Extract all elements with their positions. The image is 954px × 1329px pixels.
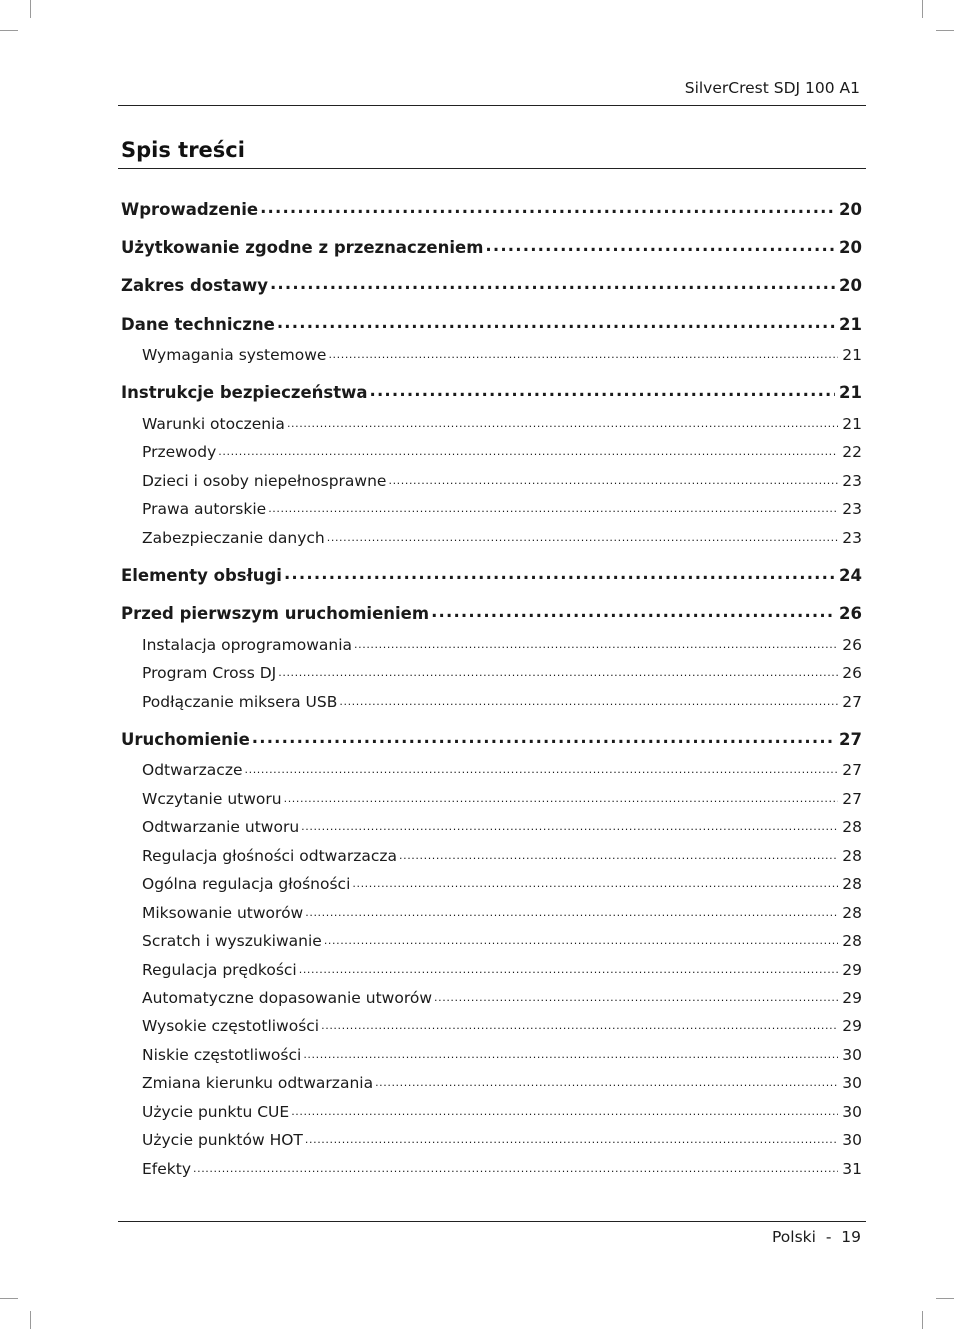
- toc-entry-page: 29: [842, 989, 862, 1007]
- toc-entry-page: 28: [842, 932, 862, 950]
- toc-entry-label: Automatyczne dopasowanie utworów: [142, 989, 433, 1007]
- toc-entry[interactable]: [121, 273, 862, 295]
- toc-entry[interactable]: [121, 843, 862, 865]
- toc-entry-label: Podłączanie miksera USB: [142, 693, 338, 711]
- toc-entry-page: 30: [842, 1131, 862, 1149]
- toc-dot-leader: [431, 601, 835, 623]
- toc-entry-page: 26: [839, 604, 862, 623]
- toc-entry[interactable]: [121, 1127, 862, 1149]
- toc-dot-leader: [370, 380, 836, 402]
- toc-entry-page: 21: [842, 346, 862, 364]
- page-footer: [772, 1228, 861, 1246]
- toc-entry-label: Przewody: [142, 443, 217, 461]
- toc-entry-label: Elementy obsługi: [121, 566, 282, 585]
- footer-separator: -: [825, 1228, 832, 1246]
- toc-entry-label: Uruchomienie: [121, 730, 250, 749]
- toc-entry-label: Wysokie częstotliwości: [142, 1017, 320, 1035]
- toc-entry-label: Odtwarzacze: [142, 761, 243, 779]
- toc-dot-leader: [485, 235, 835, 257]
- title-rule: [118, 168, 866, 169]
- toc-entry[interactable]: [121, 235, 862, 257]
- toc-dot-leader: [324, 928, 838, 950]
- toc-entry[interactable]: [121, 1070, 862, 1092]
- toc-entry-label: Efekty: [142, 1160, 192, 1178]
- toc-entry-label: Warunki otoczenia: [142, 415, 285, 433]
- toc-entry-page: 20: [839, 238, 862, 257]
- toc-entry[interactable]: [121, 957, 862, 979]
- toc-entry-label: Użycie punktu CUE: [142, 1103, 290, 1121]
- toc-dot-leader: [354, 632, 838, 654]
- toc-entry[interactable]: [121, 660, 862, 682]
- toc-entry[interactable]: [121, 197, 862, 219]
- toc-entry-page: 20: [839, 200, 862, 219]
- toc-entry[interactable]: [121, 468, 862, 490]
- toc-entry-page: 30: [842, 1103, 862, 1121]
- toc-dot-leader: [339, 689, 838, 711]
- toc-entry-label: Regulacja głośności odtwarzacza: [142, 847, 398, 865]
- toc-entry-label: Miksowanie utworów: [142, 904, 304, 922]
- crop-mark: [0, 1298, 18, 1299]
- toc-dot-leader: [278, 660, 838, 682]
- toc-entry-page: 21: [839, 383, 862, 402]
- footer-rule: [118, 1221, 866, 1222]
- toc-dot-leader: [277, 312, 835, 334]
- toc-entry[interactable]: [121, 601, 862, 623]
- toc-entry-label: Prawa autorskie: [142, 500, 267, 518]
- toc-entry[interactable]: [121, 439, 862, 461]
- toc-entry-page: 28: [842, 818, 862, 836]
- toc-entry-page: 27: [842, 693, 862, 711]
- toc-entry-label: Użytkowanie zgodne z przeznaczeniem: [121, 238, 484, 257]
- toc-entry-label: Instalacja oprogramowania: [142, 636, 353, 654]
- toc-entry[interactable]: [121, 563, 862, 585]
- toc-entry[interactable]: [121, 1156, 862, 1178]
- toc-dot-leader: [284, 563, 835, 585]
- toc-entry-page: 23: [842, 472, 862, 490]
- toc-entry-page: 28: [842, 847, 862, 865]
- toc-entry[interactable]: [121, 312, 862, 334]
- toc-entry[interactable]: [121, 525, 862, 547]
- toc-entry-page: 20: [839, 276, 862, 295]
- crop-mark: [30, 1311, 31, 1329]
- toc-entry[interactable]: [121, 727, 862, 749]
- crop-mark: [936, 30, 954, 31]
- toc-dot-leader: [375, 1070, 838, 1092]
- toc-entry[interactable]: [121, 985, 862, 1007]
- toc-entry[interactable]: [121, 900, 862, 922]
- toc-entry-page: 26: [842, 636, 862, 654]
- toc-entry-page: 27: [842, 761, 862, 779]
- toc-dot-leader: [321, 1013, 838, 1035]
- toc-entry[interactable]: [121, 871, 862, 893]
- toc-entry-label: Zakres dostawy: [121, 276, 268, 295]
- toc-entry-label: Odtwarzanie utworu: [142, 818, 300, 836]
- toc-entry-label: Niskie częstotliwości: [142, 1046, 302, 1064]
- crop-mark: [922, 1311, 923, 1329]
- toc-entry-page: 21: [839, 315, 862, 334]
- toc-entry-page: 22: [842, 443, 862, 461]
- toc-entry-page: 29: [842, 1017, 862, 1035]
- crop-mark: [0, 30, 18, 31]
- toc-entry-page: 27: [842, 790, 862, 808]
- toc-entry-page: 23: [842, 529, 862, 547]
- toc-entry-page: 21: [842, 415, 862, 433]
- toc-entry-page: 23: [842, 500, 862, 518]
- toc-entry[interactable]: [121, 928, 862, 950]
- page-title: Spis treści: [121, 138, 245, 162]
- toc-dot-leader: [305, 900, 838, 922]
- header-rule: [118, 105, 866, 106]
- toc-entry-page: 26: [842, 664, 862, 682]
- toc-entry-label: Użycie punktów HOT: [142, 1131, 303, 1149]
- toc-dot-leader: [260, 197, 835, 219]
- toc-entry[interactable]: [121, 1099, 862, 1121]
- toc-dot-leader: [303, 1042, 838, 1064]
- toc-dot-leader: [291, 1099, 838, 1121]
- toc-entry-page: 29: [842, 961, 862, 979]
- toc-entry-label: Wprowadzenie: [121, 200, 259, 219]
- toc-entry[interactable]: [121, 342, 862, 364]
- toc-entry-label: Zabezpieczanie danych: [142, 529, 325, 547]
- toc-entry[interactable]: [121, 496, 862, 518]
- toc-dot-leader: [388, 468, 838, 490]
- toc-entry-label: Wymagania systemowe: [142, 346, 327, 364]
- toc-entry-page: 30: [842, 1046, 862, 1064]
- footer-page-number: 19: [841, 1228, 861, 1246]
- toc-dot-leader: [287, 411, 838, 433]
- toc-entry[interactable]: [121, 1013, 862, 1035]
- toc-dot-leader: [352, 871, 838, 893]
- toc-dot-leader: [218, 439, 838, 461]
- toc-dot-leader: [270, 273, 835, 295]
- toc-entry[interactable]: [121, 380, 862, 402]
- toc-entry-page: 27: [839, 730, 862, 749]
- toc-dot-leader: [327, 525, 839, 547]
- toc-entry-page: 31: [842, 1160, 862, 1178]
- toc-entry-label: Dzieci i osoby niepełnosprawne: [142, 472, 387, 490]
- toc-dot-leader: [268, 496, 838, 518]
- crop-mark: [936, 1298, 954, 1299]
- toc-dot-leader: [328, 342, 838, 364]
- toc-entry-page: 30: [842, 1074, 862, 1092]
- toc-dot-leader: [434, 985, 838, 1007]
- crop-mark: [30, 0, 31, 18]
- running-header: SilverCrest SDJ 100 A1: [684, 79, 860, 97]
- toc-entry-label: Scratch i wyszukiwanie: [142, 932, 322, 950]
- toc-dot-leader: [284, 786, 839, 808]
- toc-entry-page: 28: [842, 904, 862, 922]
- crop-mark: [922, 0, 923, 18]
- toc-dot-leader: [301, 814, 838, 836]
- toc-entry-label: Dane techniczne: [121, 315, 275, 334]
- toc-entry-page: 24: [839, 566, 862, 585]
- toc-entry[interactable]: [121, 786, 862, 808]
- toc-entry[interactable]: [121, 411, 862, 433]
- toc-entry-label: Ogólna regulacja głośności: [142, 875, 351, 893]
- toc-entry-label: Przed pierwszym uruchomieniem: [121, 604, 430, 623]
- toc-dot-leader: [399, 843, 838, 865]
- toc-entry-page: 28: [842, 875, 862, 893]
- toc-dot-leader: [245, 757, 839, 779]
- toc-dot-leader: [305, 1127, 838, 1149]
- toc-entry-label: Program Cross DJ: [142, 664, 277, 682]
- footer-language: Polski: [772, 1228, 816, 1246]
- toc-dot-leader: [252, 727, 835, 749]
- toc-entry[interactable]: [121, 632, 862, 654]
- toc-entry-label: Wczytanie utworu: [142, 790, 282, 808]
- toc-entry-label: Regulacja prędkości: [142, 961, 297, 979]
- toc-dot-leader: [193, 1156, 838, 1178]
- toc-dot-leader: [299, 957, 839, 979]
- toc-entry[interactable]: [121, 1042, 862, 1064]
- toc-entry[interactable]: [121, 757, 862, 779]
- toc-entry-label: Zmiana kierunku odtwarzania: [142, 1074, 374, 1092]
- toc-entry-label: Instrukcje bezpieczeństwa: [121, 383, 368, 402]
- toc-entry[interactable]: [121, 689, 862, 711]
- toc-entry[interactable]: [121, 814, 862, 836]
